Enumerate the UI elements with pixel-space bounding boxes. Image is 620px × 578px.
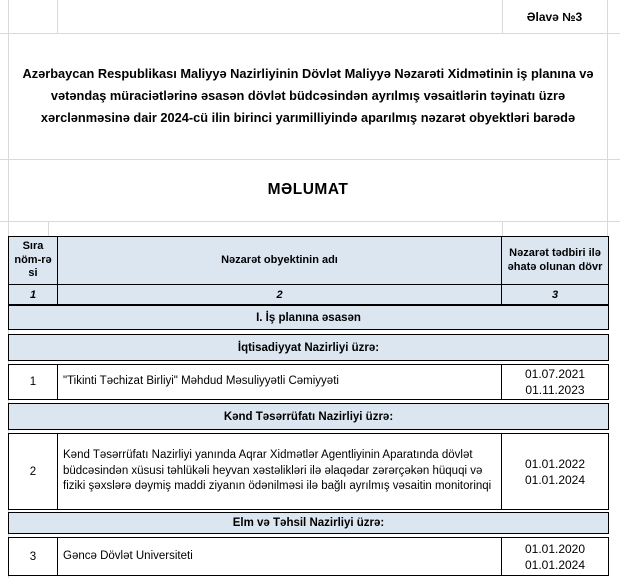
table-header xyxy=(8,236,609,305)
table-row-3 xyxy=(8,537,609,576)
row-number: 3 xyxy=(9,538,58,575)
col-number-3: 3 xyxy=(551,288,559,301)
period-to: 01.01.2024 xyxy=(524,557,586,572)
period-from: 01.01.2020 xyxy=(524,541,586,556)
period-to: 01.11.2023 xyxy=(525,383,585,397)
period-to: 01.01.2024 xyxy=(524,472,586,487)
col-header-period: Nəzarət tədbiri ilə əhatə olunan dövr xyxy=(507,247,603,273)
section-row-education-ministry: Elm və Təhsil Nazirliyi üzrə: xyxy=(8,512,609,534)
period-from: 01.07.2021 xyxy=(524,367,586,381)
object-name: "Tikinti Təchizat Birliyi" Məhdud Məsuliyyətli Cəmiyyəti xyxy=(58,365,502,399)
table-column-numbers-row xyxy=(9,284,608,304)
object-name: Gəncə Dövlət Universiteti xyxy=(58,538,502,575)
table-row-2 xyxy=(8,433,609,510)
gridline-vertical-colA xyxy=(57,0,58,33)
gridline-vertical-colC-stub xyxy=(502,221,503,236)
row-number: 2 xyxy=(9,434,58,509)
col-number-1: 1 xyxy=(9,285,58,304)
period-from: 01.01.2022 xyxy=(524,456,586,471)
object-name: Kənd Təsərrüfatı Nazirliyi yanında Aqrar Xidmətlər Agentliyinin Aparatında dövlət büdcəsindən xüsusi təhlükəli heyvan xəstəlikləri ilə əlaqədar zərərçəkən hüquqi və fiziki şəxslərə dəymiş maddi ziyanın ödənilməsi ilə bağlı ayrılmış vəsaitin monitorinqi xyxy=(58,434,502,509)
gridline-vertical-colA-stub xyxy=(48,221,49,236)
document-title: Azərbaycan Respublikası Maliyyə Nazirliyinin Dövlət Maliyyə Nəzarəti Xidmətinin iş planına və vətəndaş müraciətlərinə əsasən dövlət büdcəsindən ayrılmış vəsaitlərin təyinatı üzrə xərclənməsinə dair 2024-cü ilin birinci yarımilliyində aparılmış nəzarət obyektləri barədə xyxy=(22,66,594,125)
period-cell xyxy=(502,365,608,399)
col-number-2: 2 xyxy=(58,285,502,304)
section-row-agriculture-ministry: Kənd Təsərrüfatı Nazirliyi üzrə: xyxy=(8,403,609,430)
document-subtitle: MƏLUMAT xyxy=(267,181,349,198)
col-header-index: Sıra nöm-rə si xyxy=(9,237,58,284)
table-header-row xyxy=(9,237,608,284)
gridline-horizontal-3 xyxy=(0,221,620,222)
table-row-1 xyxy=(8,364,609,400)
annex-label: Əlavə №3 xyxy=(526,9,583,24)
row-number: 1 xyxy=(9,365,58,399)
col-header-object: Nəzarət obyektinin adı xyxy=(58,237,502,284)
section-row-work-plan: I. İş planına əsasən xyxy=(8,305,609,330)
section-row-economy-ministry: İqtisadiyyat Nazirliyi üzrə: xyxy=(8,334,609,361)
period-cell xyxy=(502,538,608,575)
period-cell xyxy=(502,434,608,509)
